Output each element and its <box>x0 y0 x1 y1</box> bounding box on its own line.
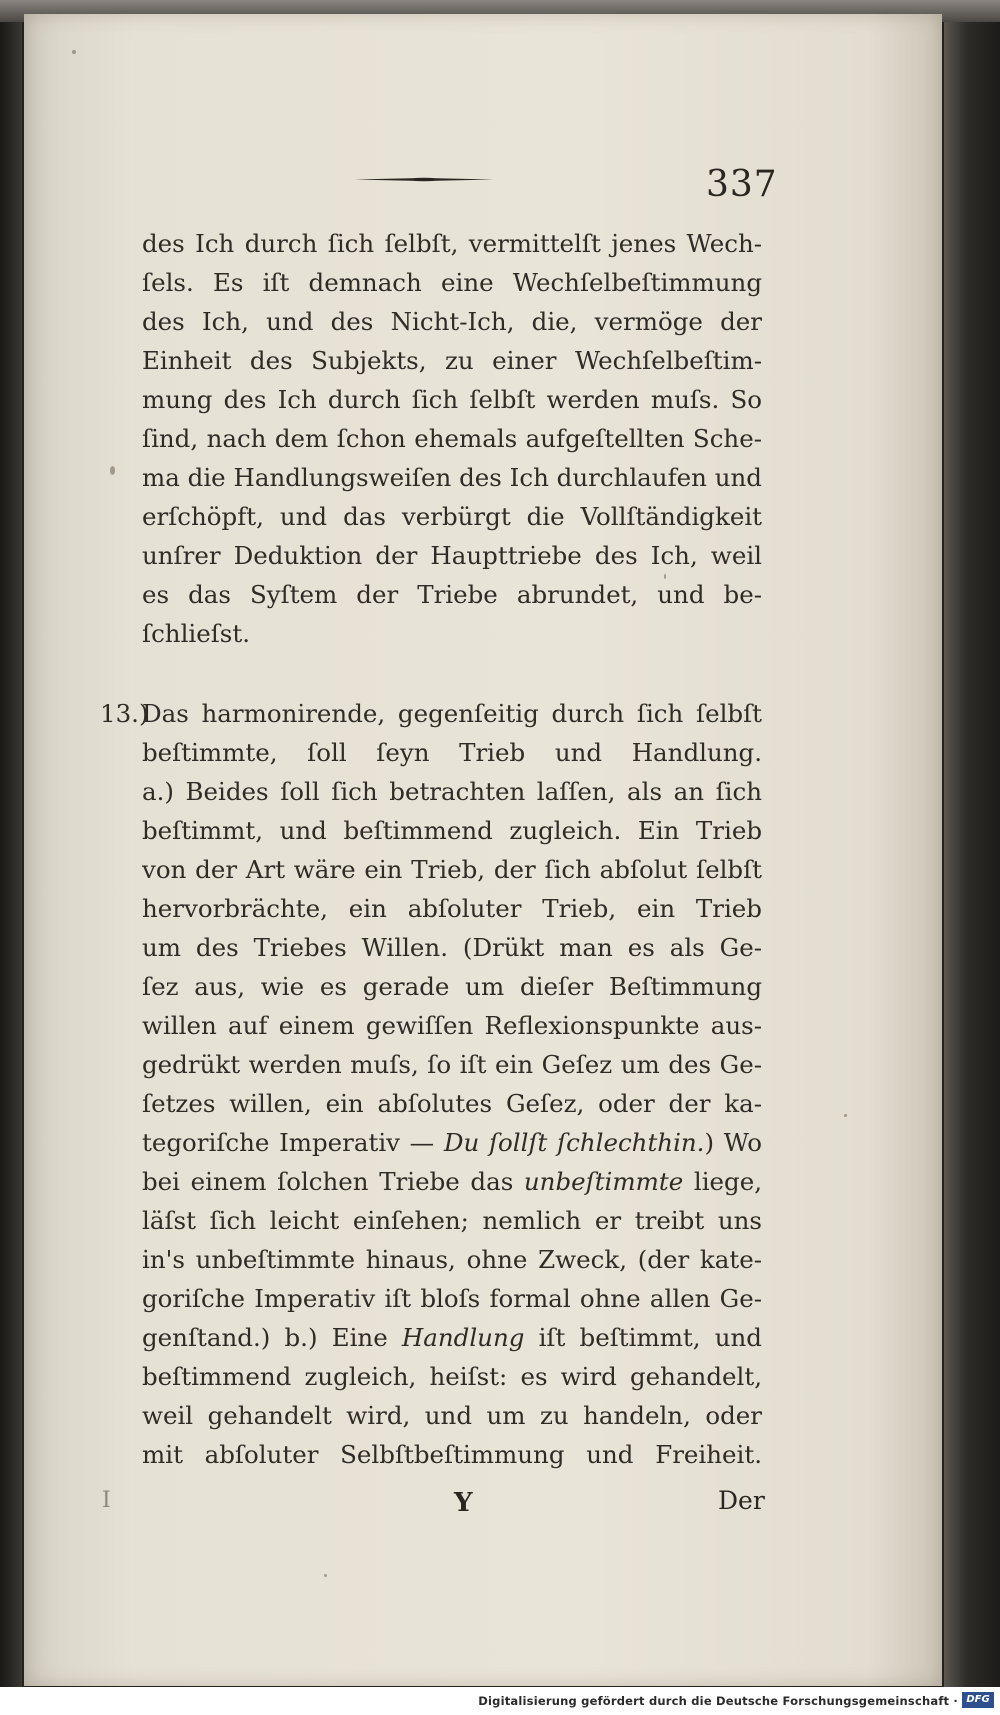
text-line: ſels. Es iſt demnach eine Wechſelbeſtimmung <box>142 268 762 297</box>
text-line: weil gehandelt wird, und um zu handeln, oder <box>142 1401 762 1430</box>
text-line: goriſche Imperativ iſt bloſs formal ohne allen Ge- <box>142 1284 762 1313</box>
text-fragment: tegoriſche Imperativ — <box>142 1128 444 1157</box>
catchword: Der <box>718 1486 765 1515</box>
text-line <box>142 1318 762 1357</box>
signature-mark: Y <box>454 1488 473 1518</box>
text-line: es das Syſtem der Triebe abrundet, und be- <box>142 580 762 609</box>
header-rule-ornament <box>354 177 494 182</box>
paper-speck <box>110 466 115 475</box>
text-line: hervorbrächte, ein abſoluter Trieb, ein Trieb <box>142 894 762 923</box>
text-line: mung des Ich durch ſich ſelbſt werden muſs. So <box>142 385 762 414</box>
text-fragment: iſt beſtimmt, und <box>524 1323 762 1352</box>
text-line: in's unbeſtimmte hinaus, ohne Zweck, (der kate- <box>142 1245 762 1274</box>
text-line: Einheit des Subjekts, zu einer Wechſelbeſtim- <box>142 346 762 375</box>
margin-mark: I <box>102 1488 111 1513</box>
italic-phrase: unbeſtimmte <box>523 1167 684 1196</box>
text-line: des Ich, und des Nicht-Ich, die, vermöge der <box>142 307 762 336</box>
paragraph-2 <box>100 694 762 1474</box>
text-line: beſtimmend zugleich, heiſst: es wird gehandelt, <box>142 1362 762 1391</box>
text-line: gedrükt werden muſs, ſo iſt ein Geſez um des Ge- <box>142 1050 762 1079</box>
text-line: läſst ſich leicht einſehen; nemlich er treibt uns <box>142 1206 762 1235</box>
text-fragment: genſtand.) b.) Eine <box>142 1323 402 1352</box>
paper-speck <box>324 1574 327 1577</box>
text-line: willen auf einem gewiſſen Reflexionspunkte aus- <box>142 1011 762 1040</box>
text-line: ſez aus, wie es gerade um dieſer Beſtimmung <box>142 972 762 1001</box>
text-line: Das harmonirende, gegenſeitig durch ſich ſelbſt <box>142 699 762 728</box>
italic-phrase: Du ſollſt ſchlechthin. <box>443 1128 705 1157</box>
text-line: a.) Beides ſoll ſich betrachten laſſen, als an ſich <box>142 777 762 806</box>
book-page <box>24 14 942 1686</box>
paper-speck <box>844 1114 847 1117</box>
text-line: unſrer Deduktion der Haupttriebe des Ich, weil <box>142 541 762 570</box>
section-number: 13.) <box>100 699 149 728</box>
text-line: des Ich durch ſich ſelbſt, vermittelſt jenes Wech- <box>142 229 762 258</box>
page-right-edge <box>944 22 1000 1687</box>
text-line: ſetzes willen, ein abſolutes Geſez, oder der ka- <box>142 1089 762 1118</box>
text-line: erſchöpft, und das verbürgt die Vollſtändigkeit <box>142 502 762 531</box>
dfg-logo-icon: DFG <box>962 1692 994 1708</box>
book-spine <box>0 22 22 1687</box>
text-line <box>142 1123 762 1162</box>
text-line: beſtimmt, und beſtimmend zugleich. Ein Trieb <box>142 816 762 845</box>
text-line: ſchlieſst. <box>142 619 251 648</box>
paragraph-1 <box>142 224 762 653</box>
paper-speck <box>72 50 76 54</box>
digitization-footer <box>0 1687 1000 1715</box>
italic-phrase: Handlung <box>401 1323 525 1352</box>
text-fragment: liege, <box>683 1167 762 1196</box>
text-line: ſind, nach dem ſchon ehemals aufgeſtellten Sche- <box>142 424 762 453</box>
text-line: ma die Handlungsweiſen des Ich durchlaufen und <box>142 463 762 492</box>
text-fragment: bei einem ſolchen Triebe das <box>142 1167 524 1196</box>
page-number: 337 <box>706 164 778 205</box>
text-line: mit abſoluter Selbſtbeſtimmung und Freiheit. <box>142 1440 762 1469</box>
body-text <box>100 224 762 1474</box>
text-line: um des Triebes Willen. (Drükt man es als Ge- <box>142 933 762 962</box>
text-fragment: ) Wo <box>704 1128 762 1157</box>
funding-credit: Digitalisierung gefördert durch die Deutsche Forschungsgemeinschaft · <box>478 1694 958 1708</box>
text-line: von der Art wäre ein Trieb, der ſich abſolut ſelbſt <box>142 855 762 884</box>
text-line <box>142 1162 762 1201</box>
text-line: beſtimmte, ſoll ſeyn Trieb und Handlung. <box>142 738 762 767</box>
